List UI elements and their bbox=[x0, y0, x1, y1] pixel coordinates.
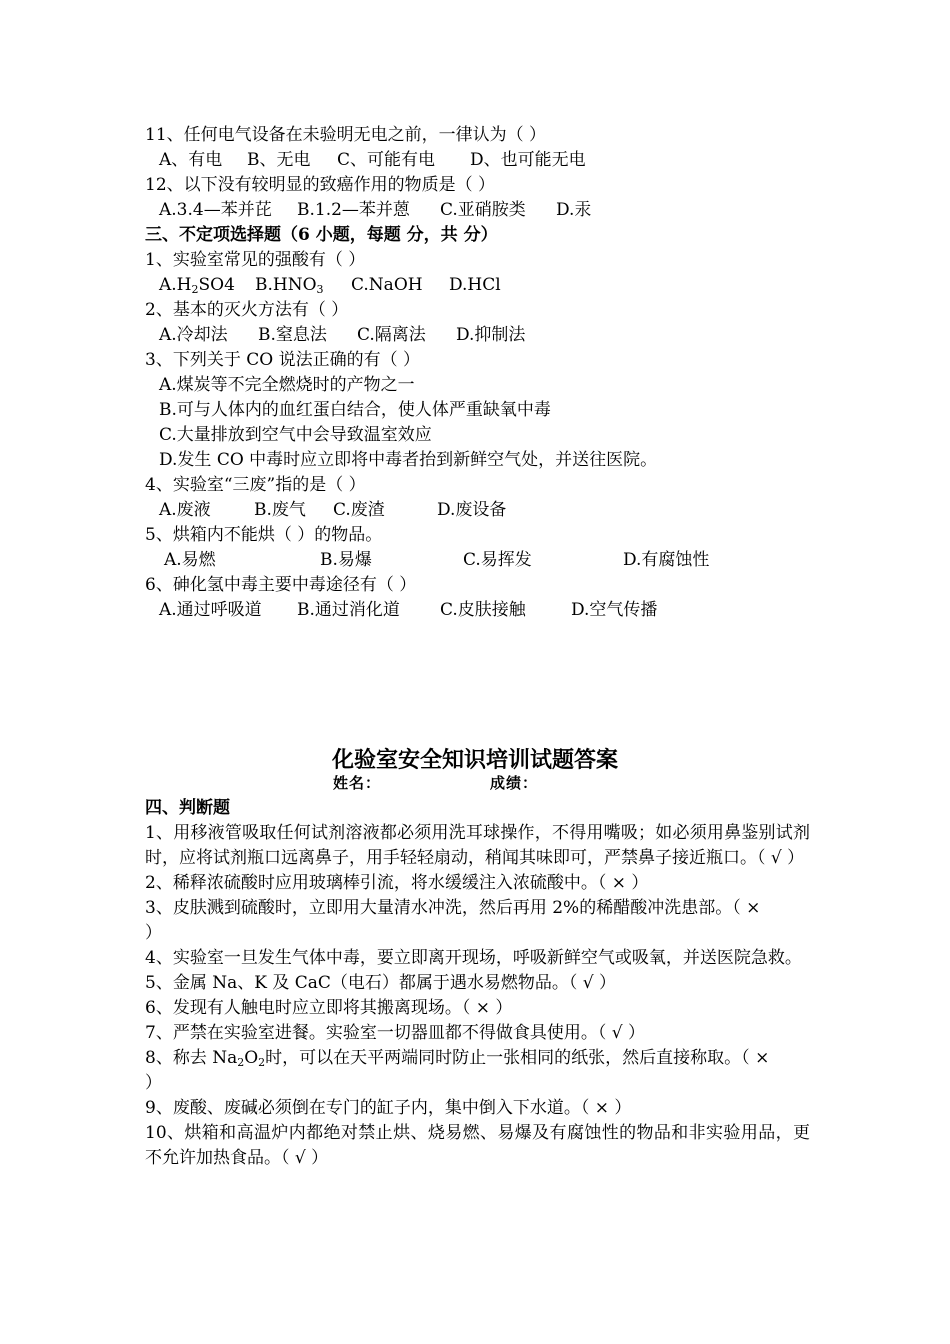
judgment-4: 4、实验室一旦发生气体中毒，要立即离开现场，呼吸新鲜空气或吸氧，并送医院急救。 bbox=[145, 948, 802, 968]
option: D、也可能无电 bbox=[470, 150, 586, 170]
judgment-3-end: ） bbox=[145, 923, 162, 943]
multi-question-2: 2、基本的灭火方法有（ ） bbox=[145, 300, 349, 320]
answer-sheet-title: 化验室安全知识培训试题答案 bbox=[331, 747, 618, 773]
option: A、有电 bbox=[159, 150, 223, 170]
option-h2so4: $A.H_2SO4$ bbox=[159, 275, 235, 296]
judgment-block bbox=[145, 796, 810, 1171]
option: B.可与人体内的血红蛋白结合，使人体严重缺氧中毒 bbox=[159, 400, 551, 420]
option: B.废气 bbox=[254, 500, 306, 520]
judgment-8: 8、称去 $Na_2O_2$时，可以在天平两端同时防止一张相同的纸张，然后直接称取。（ × bbox=[145, 1048, 770, 1069]
multi-question-4: 4、实验室“三废”指的是（ ） bbox=[145, 475, 366, 495]
name-label: 姓名： bbox=[333, 774, 382, 792]
option: D.发生 CO 中毒时应立即将中毒者抬到新鲜空气处，并送往医院。 bbox=[159, 450, 658, 470]
multi-question-6-options bbox=[145, 598, 810, 623]
multi-question-5: 5、烘箱内不能烘（ ）的物品。 bbox=[145, 525, 383, 545]
option: B、无电 bbox=[247, 150, 311, 170]
question-12: 12、以下没有较明显的致癌作用的物质是（ ） bbox=[145, 175, 496, 195]
question-11-options bbox=[145, 148, 810, 173]
judgment-2: 2、稀释浓硫酸时应用玻璃棒引流，将水缓缓注入浓硫酸中。（ × ） bbox=[145, 873, 649, 893]
judgment-7: 7、严禁在实验室进餐。实验室一切器皿都不得做食具使用。（ √ ） bbox=[145, 1023, 645, 1043]
multi-question-1-options bbox=[145, 273, 810, 298]
judgment-10: 10、烘箱和高温炉内都绝对禁止烘、烧易燃、易爆及有腐蚀性的物品和非实验用品，更不允许加热食品。（ √ ） bbox=[145, 1123, 810, 1168]
section-4-heading: 四、判断题 bbox=[145, 798, 230, 818]
option: B.窒息法 bbox=[258, 325, 327, 345]
option: D.有腐蚀性 bbox=[623, 550, 710, 570]
multi-question-1: 1、实验室常见的强酸有（ ） bbox=[145, 250, 366, 270]
option: C.NaOH bbox=[351, 275, 423, 295]
option: C.大量排放到空气中会导致温室效应 bbox=[159, 425, 432, 445]
section-3-heading: 三、不定项选择题（6 小题，每题 分，共 分） bbox=[145, 225, 498, 245]
choice-questions-block bbox=[145, 123, 810, 623]
judgment-9: 9、废酸、废碱必须倒在专门的缸子内，集中倒入下水道。（ × ） bbox=[145, 1098, 632, 1118]
judgment-1: 1、用移液管吸取任何试剂溶液都必须用洗耳球操作，不得用嘴吸；如必须用鼻鉴别试剂时，应将试剂瓶口远离鼻子，用手轻轻扇动，稍闻其味即可，严禁鼻子接近瓶口。（ √ ） bbox=[145, 823, 810, 868]
judgment-8-end: ） bbox=[145, 1073, 162, 1093]
option: D.空气传播 bbox=[571, 600, 658, 620]
option: C.易挥发 bbox=[463, 550, 532, 570]
option: A.通过呼吸道 bbox=[159, 600, 262, 620]
option: A.煤炭等不完全燃烧时的产物之一 bbox=[159, 375, 415, 395]
option: C.亚硝胺类 bbox=[440, 200, 526, 220]
multi-question-4-options bbox=[145, 498, 810, 523]
multi-question-2-options bbox=[145, 323, 810, 348]
question-11: 11、任何电气设备在未验明无电之前，一律认为（ ） bbox=[145, 125, 547, 145]
option: D.汞 bbox=[556, 200, 592, 220]
option: D.抑制法 bbox=[456, 325, 526, 345]
option: C.隔离法 bbox=[357, 325, 426, 345]
score-label: 成绩： bbox=[490, 774, 539, 792]
option: D.HCl bbox=[449, 275, 501, 295]
option: C、可能有电 bbox=[337, 150, 436, 170]
judgment-3: 3、皮肤溅到硫酸时，立即用大量清水冲洗，然后再用 2%的稀醋酸冲洗患部。（ × bbox=[145, 898, 761, 918]
option-hno3: $B.HNO_3$ bbox=[255, 275, 324, 296]
option: C.皮肤接触 bbox=[440, 600, 526, 620]
question-12-options bbox=[145, 198, 810, 223]
judgment-5: 5、金属 Na、K 及 CaC（电石）都属于遇水易燃物品。（ √ ） bbox=[145, 973, 617, 993]
multi-question-3: 3、下列关于 CO 说法正确的有（ ） bbox=[145, 350, 420, 370]
option: B.1.2—苯并蒽 bbox=[297, 200, 410, 220]
option: B.易爆 bbox=[320, 550, 372, 570]
option: D.废设备 bbox=[437, 500, 507, 520]
option: A.冷却法 bbox=[159, 325, 228, 345]
option: A.废液 bbox=[159, 500, 211, 520]
option: A.3.4—苯并芘 bbox=[159, 200, 272, 220]
multi-question-6: 6、砷化氢中毒主要中毒途径有（ ） bbox=[145, 575, 417, 595]
name-score-bar bbox=[333, 772, 538, 793]
option: A.易燃 bbox=[164, 550, 216, 570]
option: B.通过消化道 bbox=[297, 600, 400, 620]
judgment-6: 6、发现有人触电时应立即将其搬离现场。（ × ） bbox=[145, 998, 513, 1018]
multi-question-5-options bbox=[145, 548, 810, 573]
option: C.废渣 bbox=[333, 500, 385, 520]
